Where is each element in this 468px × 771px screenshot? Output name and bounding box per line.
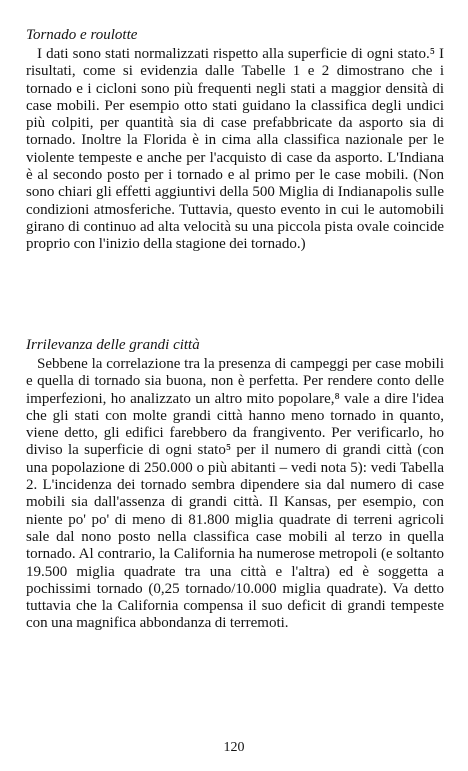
section-tornado-e-roulotte xyxy=(26,26,444,254)
section-irrilevanza-grandi-citta xyxy=(26,336,444,633)
body-paragraph: I dati sono stati normalizzati rispetto alla superficie di ogni stato.⁵ I risultati, come si evidenzia dalle Tabelle 1 e 2 dimostrano che i tornado e i cicloni sono più frequenti negli stati a maggior densità di case mobili. Per esempio otto stati guidano la classifica degli undici più colpiti, per quantità sia di case prefabbricate da asporto sia di tornado. Inoltre la Florida è in cima alla classifica nazionale per le violente tempeste e anche per l'acquisto di case da asporto. L'Indiana è al secondo posto per i tornado e al primo per le case mobili. (Non sono chiari gli effetti aggiuntivi della 500 Miglia di Indianapolis sulle condizioni atmosferiche. Tuttavia, questo evento in cui le automobili girano di continuo ad alta velocità su una piccola pista ovale coincide proprio con l'inizio della stagione dei tornado.) xyxy=(26,46,444,253)
page-number: 120 xyxy=(223,740,245,755)
body-paragraph: Sebbene la correlazione tra la presenza di campeggi per case mobili e quella di tornado sia buona, non è perfetta. Per rendere conto delle imperfezioni, ho analizzato un altro mito popolare,⁸ vale a dire l'idea che gli stati con molte grandi città hanno meno tornado in quanto, viene detto, gli edifici farebbero da frangivento. Per verificarlo, ho diviso la superficie di ogni stato⁵ per il numero di grandi città (con una popolazione di 250.000 o più abitanti – vedi nota 5): vedi Tabella 2. L'incidenza dei tornado sembra dipendere sia dal numero di case mobili sia dall'assenza di grandi città. Il Kansas, per esempio, con niente po' po' di meno di 81.800 miglia quadrate di terreni agricoli sale dal nono posto nella classifica case mobili al terzo in quella tornado. Al contrario, la California ha numerose metropoli (e soltanto 19.500 miglia quadrate tra una città e l'altra) ed è soggetta a pochissimi tornado (0,25 tornado/10.000 miglia quadrate). Va detto tuttavia che la California compensa il suo deficit di grandi tempeste con una magnifica abbondanza di terremoti. xyxy=(26,356,444,632)
section-heading: Irrilevanza delle grandi città xyxy=(26,337,200,353)
section-heading: Tornado e roulotte xyxy=(26,27,138,43)
